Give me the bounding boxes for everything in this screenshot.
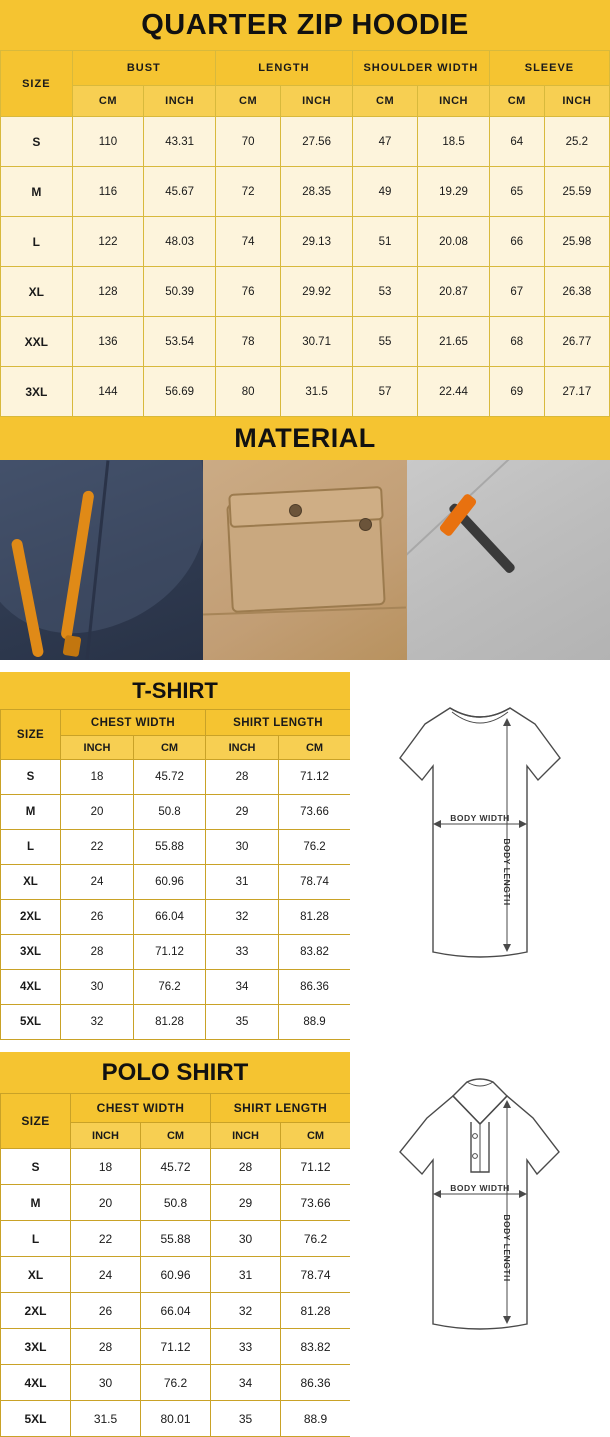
table-row (1, 267, 610, 317)
hoodie-value-cell: 18.5 (418, 117, 490, 167)
hoodie-value-cell: 53 (352, 267, 417, 317)
polo-value-cell: 31.5 (71, 1401, 141, 1437)
hoodie-size-cell: 3XL (1, 367, 73, 417)
polo-value-cell: 31 (211, 1257, 281, 1293)
table-row (1, 317, 610, 367)
hoodie-size-cell: XL (1, 267, 73, 317)
tshirt-value-cell: 32 (61, 1005, 134, 1040)
hoodie-subcol-sleeve-inch: INCH (544, 86, 609, 117)
polo-value-cell: 76.2 (281, 1221, 351, 1257)
tan-sleeve-pocket-photo (203, 460, 406, 660)
polo-value-cell: 18 (71, 1149, 141, 1185)
section-spacer (0, 660, 610, 672)
polo-value-cell: 76.2 (141, 1365, 211, 1401)
tshirt-size-cell: 2XL (1, 900, 61, 935)
hoodie-value-cell: 45.67 (144, 167, 216, 217)
tshirt-value-cell: 81.28 (134, 1005, 206, 1040)
drawstring-tip (63, 635, 82, 657)
hoodie-value-cell: 76 (215, 267, 280, 317)
polo-subcol-chest-inch: INCH (71, 1123, 141, 1149)
polo-size-cell: S (1, 1149, 71, 1185)
table-row (1, 167, 610, 217)
polo-value-cell: 30 (71, 1365, 141, 1401)
tshirt-value-cell: 83.82 (279, 935, 351, 970)
hoodie-value-cell: 80 (215, 367, 280, 417)
hoodie-value-cell: 110 (72, 117, 144, 167)
tshirt-value-cell: 71.12 (279, 760, 351, 795)
tshirt-measurement-diagram (350, 672, 610, 1040)
hoodie-value-cell: 43.31 (144, 117, 216, 167)
polo-size-cell: L (1, 1221, 71, 1257)
tshirt-value-cell: 76.2 (279, 830, 351, 865)
hoodie-value-cell: 27.17 (544, 367, 609, 417)
tshirt-svg (355, 672, 605, 992)
hoodie-value-cell: 29.92 (281, 267, 353, 317)
table-row (1, 795, 351, 830)
hoodie-value-cell: 50.39 (144, 267, 216, 317)
tshirt-value-cell: 81.28 (279, 900, 351, 935)
polo-value-cell: 83.82 (281, 1329, 351, 1365)
polo-value-cell: 26 (71, 1293, 141, 1329)
polo-size-cell: XL (1, 1257, 71, 1293)
table-row (1, 1005, 351, 1040)
material-photo-row (0, 460, 610, 660)
tshirt-body-width-label: BODY WIDTH (450, 813, 510, 823)
tshirt-col-shirt-length: SHIRT LENGTH (206, 710, 351, 736)
hoodie-col-size: SIZE (1, 51, 73, 117)
table-row (1, 830, 351, 865)
polo-measurement-diagram (350, 1052, 610, 1437)
tshirt-size-cell: L (1, 830, 61, 865)
hoodie-value-cell: 70 (215, 117, 280, 167)
hoodie-subcol-bust-inch: INCH (144, 86, 216, 117)
hoodie-value-cell: 25.59 (544, 167, 609, 217)
hoodie-value-cell: 55 (352, 317, 417, 367)
hoodie-value-cell: 30.71 (281, 317, 353, 367)
section-spacer (0, 1040, 610, 1052)
tshirt-value-cell: 34 (206, 970, 279, 1005)
hoodie-value-cell: 47 (352, 117, 417, 167)
hoodie-value-cell: 66 (489, 217, 544, 267)
polo-value-cell: 81.28 (281, 1293, 351, 1329)
table-row (1, 935, 351, 970)
table-row (1, 1401, 351, 1437)
tshirt-value-cell: 22 (61, 830, 134, 865)
tshirt-size-cell: 4XL (1, 970, 61, 1005)
tshirt-value-cell: 32 (206, 900, 279, 935)
hoodie-value-cell: 68 (489, 317, 544, 367)
table-row (1, 1293, 351, 1329)
polo-value-cell: 45.72 (141, 1149, 211, 1185)
hoodie-value-cell: 31.5 (281, 367, 353, 417)
polo-value-cell: 32 (211, 1293, 281, 1329)
tshirt-size-table (0, 709, 351, 1040)
polo-value-cell: 86.36 (281, 1365, 351, 1401)
tshirt-value-cell: 30 (61, 970, 134, 1005)
polo-subcol-length-cm: CM (281, 1123, 351, 1149)
tshirt-subcol-length-cm: CM (279, 736, 351, 760)
hoodie-value-cell: 53.54 (144, 317, 216, 367)
tshirt-subcol-chest-cm: CM (134, 736, 206, 760)
polo-col-size: SIZE (1, 1094, 71, 1149)
navy-hoodie-drawstring-photo (0, 460, 203, 660)
hoodie-value-cell: 26.38 (544, 267, 609, 317)
tshirt-value-cell: 71.12 (134, 935, 206, 970)
polo-size-cell: 4XL (1, 1365, 71, 1401)
polo-header-row (1, 1094, 351, 1123)
hoodie-value-cell: 20.87 (418, 267, 490, 317)
tshirt-size-cell: 3XL (1, 935, 61, 970)
polo-value-cell: 78.74 (281, 1257, 351, 1293)
tshirt-value-cell: 50.8 (134, 795, 206, 830)
tshirt-size-cell: M (1, 795, 61, 830)
hoodie-subcol-shoulder-cm: CM (352, 86, 417, 117)
polo-body-length-label: BODY LENGTH (502, 1214, 512, 1282)
tshirt-subcol-chest-inch: INCH (61, 736, 134, 760)
tshirt-value-cell: 33 (206, 935, 279, 970)
hoodie-subcol-sleeve-cm: CM (489, 86, 544, 117)
hoodie-value-cell: 22.44 (418, 367, 490, 417)
tshirt-size-cell: S (1, 760, 61, 795)
polo-size-cell: 2XL (1, 1293, 71, 1329)
table-row (1, 1365, 351, 1401)
material-section-title: MATERIAL (0, 417, 610, 460)
tshirt-value-cell: 26 (61, 900, 134, 935)
tshirt-value-cell: 24 (61, 865, 134, 900)
polo-size-cell: 5XL (1, 1401, 71, 1437)
table-row (1, 900, 351, 935)
polo-col-chest-width: CHEST WIDTH (71, 1094, 211, 1123)
hoodie-value-cell: 144 (72, 367, 144, 417)
table-row (1, 970, 351, 1005)
tshirt-value-cell: 35 (206, 1005, 279, 1040)
table-row (1, 117, 610, 167)
tshirt-value-cell: 28 (206, 760, 279, 795)
tshirt-value-cell: 60.96 (134, 865, 206, 900)
polo-value-cell: 20 (71, 1185, 141, 1221)
tshirt-value-cell: 88.9 (279, 1005, 351, 1040)
hoodie-value-cell: 116 (72, 167, 144, 217)
tshirt-subcol-length-inch: INCH (206, 736, 279, 760)
hoodie-value-cell: 29.13 (281, 217, 353, 267)
tshirt-value-cell: 29 (206, 795, 279, 830)
polo-section (0, 1052, 610, 1437)
tshirt-section (0, 672, 610, 1040)
hoodie-value-cell: 19.29 (418, 167, 490, 217)
polo-value-cell: 71.12 (281, 1149, 351, 1185)
hoodie-size-table (0, 50, 610, 417)
tshirt-col-size: SIZE (1, 710, 61, 760)
polo-value-cell: 55.88 (141, 1221, 211, 1257)
hoodie-subcol-length-cm: CM (215, 86, 280, 117)
tshirt-table-wrap (0, 672, 350, 1040)
tshirt-value-cell: 76.2 (134, 970, 206, 1005)
polo-value-cell: 24 (71, 1257, 141, 1293)
polo-section-title: POLO SHIRT (0, 1052, 350, 1093)
polo-value-cell: 80.01 (141, 1401, 211, 1437)
polo-value-cell: 60.96 (141, 1257, 211, 1293)
grey-zipper-pull-photo (407, 460, 610, 660)
polo-value-cell: 73.66 (281, 1185, 351, 1221)
hoodie-value-cell: 128 (72, 267, 144, 317)
hoodie-value-cell: 65 (489, 167, 544, 217)
polo-size-table (0, 1093, 351, 1437)
hoodie-value-cell: 51 (352, 217, 417, 267)
table-row (1, 1329, 351, 1365)
polo-size-cell: M (1, 1185, 71, 1221)
tshirt-value-cell: 66.04 (134, 900, 206, 935)
hoodie-subcol-bust-cm: CM (72, 86, 144, 117)
tshirt-value-cell: 78.74 (279, 865, 351, 900)
table-row (1, 1185, 351, 1221)
hoodie-col-length: LENGTH (215, 51, 352, 86)
hoodie-value-cell: 26.77 (544, 317, 609, 367)
tshirt-value-cell: 86.36 (279, 970, 351, 1005)
hoodie-value-cell: 21.65 (418, 317, 490, 367)
hoodie-size-cell: M (1, 167, 73, 217)
table-row (1, 1221, 351, 1257)
tshirt-header-row (1, 710, 351, 736)
table-row (1, 760, 351, 795)
hoodie-size-cell: S (1, 117, 73, 167)
polo-size-cell: 3XL (1, 1329, 71, 1365)
polo-value-cell: 35 (211, 1401, 281, 1437)
tshirt-value-cell: 20 (61, 795, 134, 830)
hoodie-value-cell: 25.98 (544, 217, 609, 267)
tshirt-value-cell: 45.72 (134, 760, 206, 795)
polo-value-cell: 33 (211, 1329, 281, 1365)
tshirt-value-cell: 30 (206, 830, 279, 865)
hoodie-value-cell: 56.69 (144, 367, 216, 417)
polo-value-cell: 30 (211, 1221, 281, 1257)
hoodie-value-cell: 25.2 (544, 117, 609, 167)
hoodie-value-cell: 67 (489, 267, 544, 317)
hoodie-value-cell: 78 (215, 317, 280, 367)
hoodie-col-shoulder-width: SHOULDER WIDTH (352, 51, 489, 86)
polo-value-cell: 71.12 (141, 1329, 211, 1365)
polo-value-cell: 66.04 (141, 1293, 211, 1329)
tshirt-size-cell: XL (1, 865, 61, 900)
polo-svg (355, 1052, 605, 1352)
polo-subcol-length-inch: INCH (211, 1123, 281, 1149)
table-row (1, 217, 610, 267)
hoodie-subcol-length-inch: INCH (281, 86, 353, 117)
hoodie-value-cell: 136 (72, 317, 144, 367)
hoodie-value-cell: 69 (489, 367, 544, 417)
tshirt-section-title: T-SHIRT (0, 672, 350, 709)
hoodie-size-cell: L (1, 217, 73, 267)
hoodie-col-sleeve: SLEEVE (489, 51, 609, 86)
tshirt-value-cell: 73.66 (279, 795, 351, 830)
hoodie-value-cell: 28.35 (281, 167, 353, 217)
hoodie-value-cell: 57 (352, 367, 417, 417)
hoodie-size-cell: XXL (1, 317, 73, 367)
polo-value-cell: 28 (211, 1149, 281, 1185)
hoodie-value-cell: 48.03 (144, 217, 216, 267)
hoodie-value-cell: 27.56 (281, 117, 353, 167)
hoodie-value-cell: 74 (215, 217, 280, 267)
hoodie-value-cell: 122 (72, 217, 144, 267)
polo-value-cell: 28 (71, 1329, 141, 1365)
polo-value-cell: 34 (211, 1365, 281, 1401)
tshirt-value-cell: 18 (61, 760, 134, 795)
polo-col-shirt-length: SHIRT LENGTH (211, 1094, 351, 1123)
table-row (1, 367, 610, 417)
hoodie-value-cell: 20.08 (418, 217, 490, 267)
polo-subcol-chest-cm: CM (141, 1123, 211, 1149)
tshirt-size-cell: 5XL (1, 1005, 61, 1040)
polo-body-width-label: BODY WIDTH (450, 1183, 510, 1193)
hoodie-header-row (1, 51, 610, 86)
table-row (1, 1257, 351, 1293)
tshirt-value-cell: 28 (61, 935, 134, 970)
hoodie-value-cell: 49 (352, 167, 417, 217)
polo-value-cell: 88.9 (281, 1401, 351, 1437)
tshirt-value-cell: 55.88 (134, 830, 206, 865)
hoodie-col-bust: BUST (72, 51, 215, 86)
polo-value-cell: 50.8 (141, 1185, 211, 1221)
tshirt-col-chest-width: CHEST WIDTH (61, 710, 206, 736)
polo-table-wrap (0, 1052, 350, 1437)
hoodie-value-cell: 72 (215, 167, 280, 217)
polo-value-cell: 29 (211, 1185, 281, 1221)
polo-value-cell: 22 (71, 1221, 141, 1257)
hoodie-subheader-row (1, 86, 610, 117)
hoodie-value-cell: 64 (489, 117, 544, 167)
hoodie-subcol-shoulder-inch: INCH (418, 86, 490, 117)
table-row (1, 1149, 351, 1185)
tshirt-value-cell: 31 (206, 865, 279, 900)
tshirt-body-length-label: BODY LENGTH (502, 838, 512, 906)
table-row (1, 865, 351, 900)
hoodie-section-title: QUARTER ZIP HOODIE (0, 0, 610, 50)
